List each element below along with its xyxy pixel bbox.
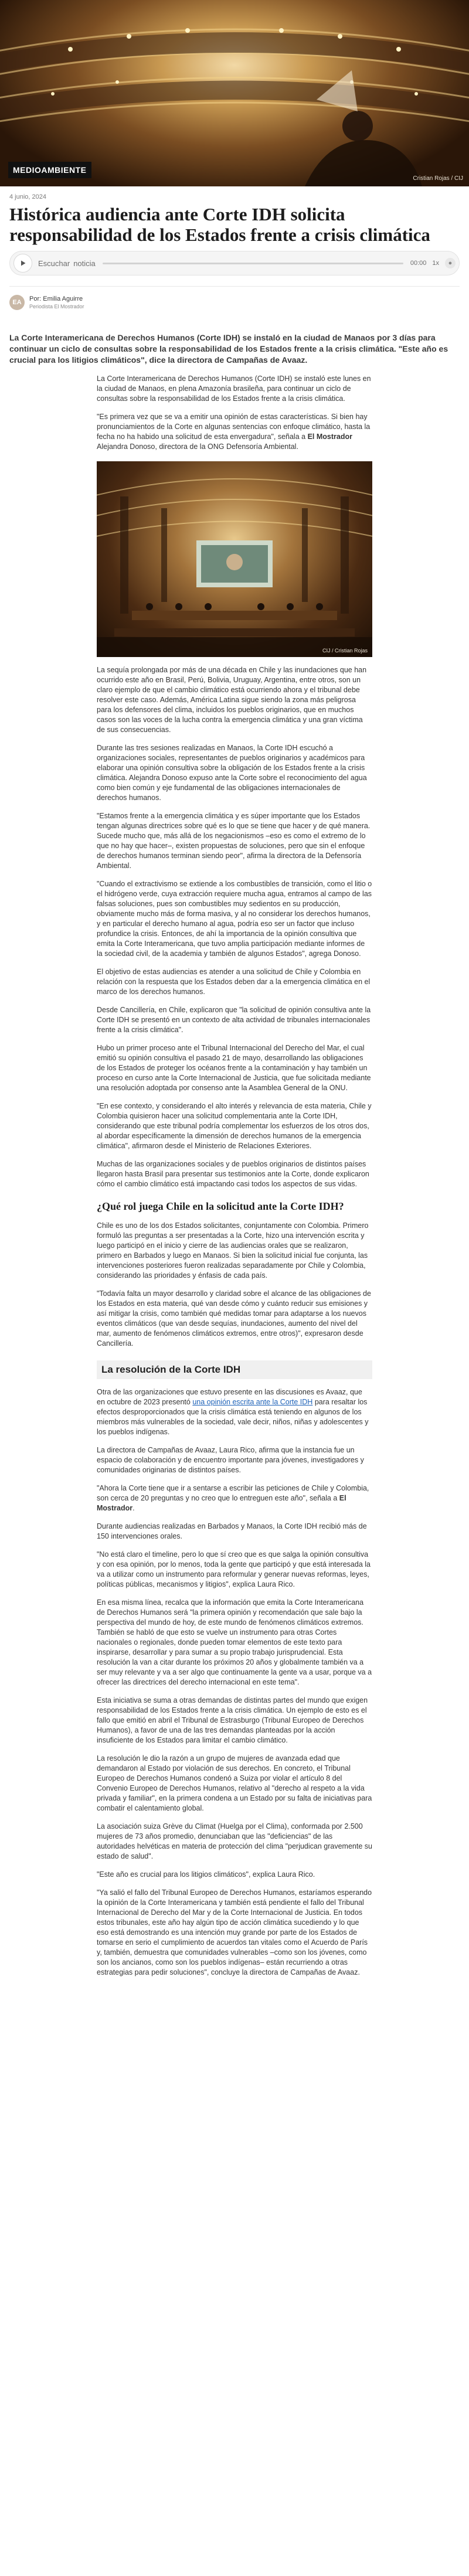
play-icon xyxy=(19,260,26,267)
listen-subject: noticia xyxy=(73,258,96,268)
paragraph: "Ya salió el fallo del Tribunal Europeo de Derechos Humanos, estaríamos esperando la opinión de la Corte Interamericana y también está pendiente el fallo del Tribunal Internacional de Derecho del Mar y de la Corte Internacional de Justicia. En todos estos tribunales, este año hay algún tipo de acción climática sucediendo y lo que eso está demostrando es una intención muy grande por parte de los Estados de tomarse en serio el cumplimiento de acuerdos tan vitales como el Acuerdo de París y, también, demuestra que comunidades vulnerables –como son los jóvenes, como son los ancianos, como son los pueblos indígenas– están recurriendo a otras estrategias para pedir soluciones", concluye la directora de Campañas de Avaaz. xyxy=(97,1888,372,1976)
theater-illustration xyxy=(0,0,469,186)
publish-date: 4 junio, 2024 xyxy=(9,193,46,200)
paragraph: "No está claro el timeline, pero lo que sí creo que es que salga la opinión consultiva y con esa opinión, por lo menos, toda la gente que participó y que está interesada la va a utilizar como un instrumento para reformular y generar nuevas reformas, leyes, políticas públicas, mecanismos y litigios", explica Laura Rico. xyxy=(97,1550,371,1588)
paragraph: La directora de Campañas de Avaaz, Laura Rico, afirma que la instancia fue un espacio de colaboración y de encuentro importante para jóvenes, investigadores y comunidades originarias de distintos países. xyxy=(97,1446,364,1474)
article-lede: La Corte Interamericana de Derechos Humanos (Corte IDH) se instaló en la ciudad de Manaos por 3 días para continuar un ciclo de consultas sobre la responsabilidad de los Estados frente a la crisis climática. "Este año es crucial para los litigios climáticos", dice la directora de Campañas de Avaaz. xyxy=(9,333,448,365)
play-button[interactable] xyxy=(13,254,32,273)
paragraph: Muchas de las organizaciones sociales y de pueblos originarios de distintos países llegaron hasta Brasil para presentar sus testimonios ante la Corte, donde explicaron cómo el cambio climático está impactando casi todos los aspectos de sus vidas. xyxy=(97,1160,369,1188)
listen-label: Escuchar xyxy=(38,258,70,268)
paragraph xyxy=(97,1483,372,1513)
section-heading-boxed: La resolución de la Corte IDH xyxy=(97,1360,372,1379)
paragraph: La sequía prolongada por más de una década en Chile y las inundaciones que han ocurrido este año en Brasil, Perú, Bolivia, Uruguay, Argentina, entre otros, son un claro ejemplo de que el cambio climático está ocurriendo ahora y el tribunal debe resolver este caso. Además, América Latina sigue siendo la zona más peligrosa para los defensores del clima, incluidos los pueblos originarios, que en muchos casos son las voces de la lucha contra la emergencia climática y una gran víctima de sus consecuencias. xyxy=(97,666,367,734)
paragraph: La resolución le dio la razón a un grupo de mujeres de avanzada edad que demandaron al Estado por violación de sus derechos. En concreto, el Tribunal Europeo de Derechos Humanos condenó a Suiza por violar el artículo 8 del Convenio Europeo de Derechos Humanos, relativo al "derecho al respeto a la vida privada y familiar", en la primera condena a un Estado por su falta de iniciativas para combatir el calentamiento global. xyxy=(97,1754,372,1812)
article-body xyxy=(97,374,372,1978)
paragraph-text: Otra de las organizaciones que estuvo presente en las discusiones es Avaaz, que en octubre de 2023 presentó xyxy=(97,1388,362,1406)
paragraph-text: "Ahora la Corte tiene que ir a sentarse a escribir las peticiones de Chile y Colombia, son cerca de 20 preguntas y no creo que lo entreguen este año", señala a xyxy=(97,1484,369,1502)
paragraph: Durante las tres sesiones realizadas en Manaos, la Corte IDH escuchó a organizaciones sociales, representantes de pueblos originarios y académicos para elaborar una opinión consultiva sobre la obligación de los Estados frente a la crisis climática. Alejandra Donoso expuso ante la Corte sobre el reconocimiento del agua como bien común y eje fundamental de las obligaciones internacionales de derechos humanos. xyxy=(97,744,367,802)
paragraph: El objetivo de estas audiencias es atender a una solicitud de Chile y Colombia en relación con la respuesta que los Estados deben dar a la emergencia climática en el marco de los derechos humanos. xyxy=(97,968,371,996)
publication-name: El Mostrador xyxy=(307,433,352,441)
page-bottom-spacer xyxy=(0,1978,469,1989)
paragraph-text: "Es primera vez que se va a emitir una opinión de estas características. Si bien hay pronunciamientos de la Corte en algunas sentencias con enfoque climático, hasta la fecha no ha habido una solicitud de esta envergadura", señala a xyxy=(97,413,371,441)
publication-name: El Mostrador xyxy=(97,1494,346,1512)
author-block xyxy=(9,295,469,310)
photo-caption: CIJ / Cristian Rojas xyxy=(322,648,368,654)
paragraph-text: para resaltar los efectos desproporcionados que la crisis climática está teniendo en algunos de los miembros más vulnerables de la sociedad, vale decir, niños, niñas y adolescentes y los pueblos indígenas. xyxy=(97,1398,369,1436)
paragraph: Desde Cancillería, en Chile, explicaron que "la solicitud de opinión consultiva ante la Corte IDH se presentó en un contexto de alta actividad de tribunales internacionales frente a la crisis climática". xyxy=(97,1006,371,1034)
paragraph: Esta iniciativa se suma a otras demandas de distintas partes del mundo que exigen responsabilidad de los Estados frente a la crisis climática. Un ejemplo de esto es el fallo que emitió en abril el Tribunal de Estrasburgo (Tribunal Europeo de Derechos Humanos), a favor de una de las tres demandas planteadas por la acción insuficiente de los Estados para limitar el cambio climático. xyxy=(97,1696,368,1744)
section-heading: ¿Qué rol juega Chile en la solicitud ante la Corte IDH? xyxy=(97,1200,344,1212)
paragraph: "Este año es crucial para los litigios climáticos", explica Laura Rico. xyxy=(97,1870,315,1879)
audio-progress-bar[interactable] xyxy=(103,263,403,264)
paragraph: La asociación suiza Grève du Climat (Huelga por el Clima), conformada por 2.500 mujeres de 73 años promedio, denunciaban que las "deficiencias" de las autoridades helvéticas en materia de protección del clima "perjudican gravemente su estado de salud". xyxy=(97,1822,372,1860)
paragraph-text: . xyxy=(132,1504,135,1512)
audio-time: 00:00 xyxy=(410,260,427,267)
playback-speed[interactable]: 1x xyxy=(432,260,439,267)
paragraph: Hubo un primer proceso ante el Tribunal Internacional del Derecho del Mar, el cual emitió su opinión consultiva el pasado 21 de mayo, desarrollando las obligaciones de los Estados de proteger los océanos frente a la contaminación y hay también un proceso en curso ante la Corte Internacional de Justicia, que fue solicitada mediante una resolución adoptada por consenso ante la Asamblea General de la ONU. xyxy=(97,1044,371,1092)
paragraph: "Cuando el extractivismo se extiende a los combustibles de transición, como el litio o el hidrógeno verde, cuya extracción requiere mucha agua, entramos al campo de las falsas soluciones, pues son combustibles muy sedientos en su producción, obviamente mucho más de forma masiva, y al no considerar los derechos humanos, y en particular el derecho humano al agua, podría eso ser un factor que incluso profundice la crisis. Entonces, de ahí la importancia de la opinión consultiva que emita la Corte Interamericana, que tuvo amplia participación mediante informes de la sociedad civil, de la academia y también de algunos Estados", agrega Donoso. xyxy=(97,880,372,958)
hero-photo-credit: Cristian Rojas / CIJ xyxy=(413,175,463,182)
article-title: Histórica audiencia ante Corte IDH solicita responsabilidad de los Estados frente a crisis climática xyxy=(9,204,430,245)
author-name: Emilia Aguirre xyxy=(43,295,83,302)
paragraph xyxy=(97,412,372,452)
paragraph: "En ese contexto, y considerando el alto interés y relevancia de esta materia, Chile y Colombia quisieron hacer una solicitud complementaria ante la Corte IDH, considerando que este tribunal podría complementar los esfuerzos de los otros dos, al abordar específicamente la dimensión de derechos humanos de la emergencia climática", afirmaron desde el Ministerio de Relaciones Exteriores. xyxy=(97,1102,372,1150)
paragraph xyxy=(97,1387,372,1437)
author-avatar: EA xyxy=(9,295,25,310)
category-tag[interactable]: MEDIOAMBIENTE xyxy=(8,162,91,178)
inline-link[interactable]: una opinión escrita ante la Corte IDH xyxy=(192,1398,313,1406)
paragraph: La Corte Interamericana de Derechos Humanos (Corte IDH) se instaló este lunes en la ciudad de Manaos, en plena Amazonía brasileña, para continuar un ciclo de consultas sobre la responsabilidad de los Estados frente a la crisis climática. xyxy=(97,375,371,403)
paragraph-text: Alejandra Donoso, directora de la ONG Defensoría Ambiental. xyxy=(97,443,298,451)
player-logo-icon: ● xyxy=(445,258,456,268)
author-role: Periodista El Mostrador xyxy=(29,304,84,309)
hero-image xyxy=(0,0,469,186)
paragraph: "Estamos frente a la emergencia climática y es súper importante que los Estados tengan algunas directrices sobre qué es lo que se tiene que hacer y de qué manera. Sucede mucho que, más allá de los negacionismos –eso es como el extremo de lo que no hay que hacer–, existen propuestas de soluciones, pero que sin el enfoque de derechos humanos terminan siendo peor", afirma la directora de la Defensoría Ambiental. xyxy=(97,812,371,870)
courtroom-illustration xyxy=(97,461,372,657)
paragraph: En esa misma línea, recalca que la información que emita la Corte Interamericana de Derechos Humanos será "la primera opinión y recomendación que sale bajo la perspectiva del mundo de hoy, de este mundo de fenómenos climáticos extremos. También se habló de que esto se vuelve un instrumento para otras Cortes nacionales o regionales, donde pueden tomar elementos de este texto para inspirarse, desarrollar y para sumar a su propio trabajo jurisprudencial. Esta resolución la van a citar durante los próximos 20 años y globalmente también va a ser muy relevante y va a ser algo que continuamente la gente va a usar, porque va a ofrecer las directrices del derecho internacional en este tema". xyxy=(97,1598,372,1686)
divider xyxy=(9,286,460,287)
paragraph: Chile es uno de los dos Estados solicitantes, conjuntamente con Colombia. Primero formuló las preguntas a ser presentadas a la Corte, hizo una intervención escrita y luego participó en el inicio y cierre de las audiencias orales que se realizaron, primero en Barbados y luego en Manaos. Si bien la solicitud inicial fue conjunta, las intervenciones posteriores fueron realizadas separadamente por Chile y Colombia, considerando las prioridades y énfasis de cada país. xyxy=(97,1221,369,1280)
paragraph: "Todavía falta un mayor desarrollo y claridad sobre el alcance de las obligaciones de los Estados en esta materia, qué van desde cómo y cuánto reducir sus emisiones y así mitigar la crisis, como también qué medidas tomar para adaptarse a los nuevos eventos climáticos (que van desde sequías, inundaciones, aumento del nivel del mar, aumento de fenómenos climáticos extremos, entre otros)", expresaron desde Cancillería. xyxy=(97,1289,371,1347)
paragraph: Durante audiencias realizadas en Barbados y Manaos, la Corte IDH recibió más de 150 intervenciones orales. xyxy=(97,1522,367,1540)
author-prefix: Por xyxy=(29,295,40,302)
audio-player xyxy=(9,251,460,275)
author-byline[interactable]: Por: Emilia Aguirre xyxy=(29,295,83,302)
article-photo xyxy=(97,461,372,657)
